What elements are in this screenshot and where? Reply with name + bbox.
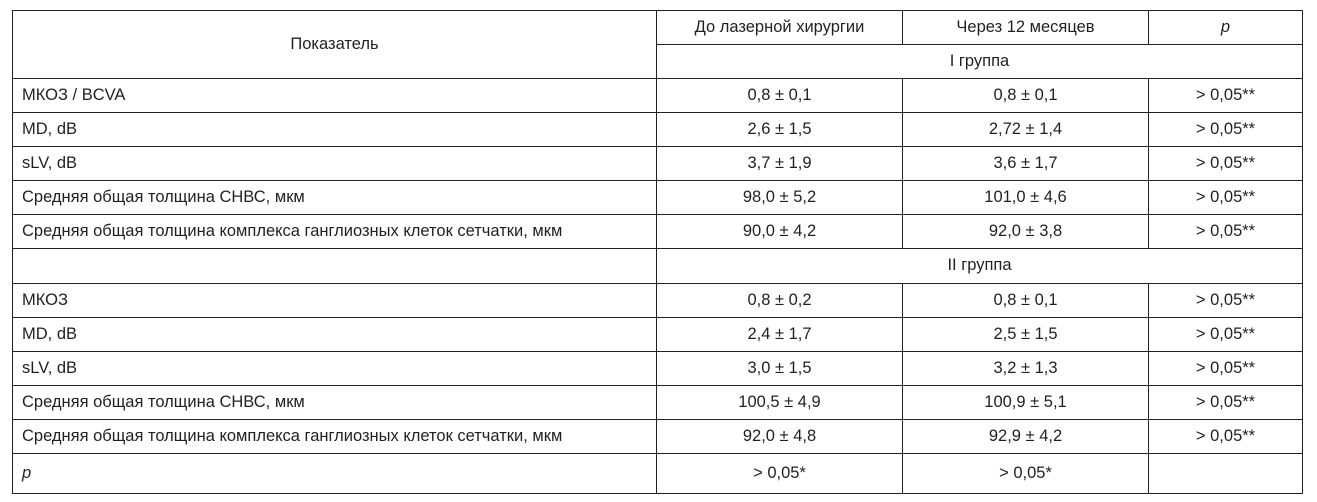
table-row (13, 283, 1303, 317)
table-body (13, 11, 1303, 494)
table-row (13, 147, 1303, 181)
table-row (13, 113, 1303, 147)
header-indicator: Показатель (13, 11, 657, 79)
row-p: > 0,05** (1149, 419, 1303, 453)
row-before: 2,4 ± 1,7 (657, 317, 903, 351)
row-after: 0,8 ± 0,1 (903, 79, 1149, 113)
footer-p (1149, 453, 1303, 493)
table-row (13, 419, 1303, 453)
row-before: 2,6 ± 1,5 (657, 113, 903, 147)
row-p: > 0,05** (1149, 181, 1303, 215)
row-name: sLV, dB (13, 147, 657, 181)
row-name: МКОЗ (13, 283, 657, 317)
header-before: До лазерной хирургии (657, 11, 903, 45)
row-p: > 0,05** (1149, 317, 1303, 351)
row-p: > 0,05** (1149, 283, 1303, 317)
row-after: 0,8 ± 0,1 (903, 283, 1149, 317)
row-before: 3,7 ± 1,9 (657, 147, 903, 181)
row-name: Средняя общая толщина комплекса ганглиозных клеток сетчатки, мкм (13, 419, 657, 453)
footer-label: p (13, 453, 657, 493)
row-before: 92,0 ± 4,8 (657, 419, 903, 453)
group-empty-cell (13, 249, 657, 283)
row-name: MD, dB (13, 113, 657, 147)
footer-before: > 0,05* (657, 453, 903, 493)
results-table (12, 10, 1303, 494)
row-name: МКОЗ / BCVA (13, 79, 657, 113)
row-before: 3,0 ± 1,5 (657, 351, 903, 385)
table-row (13, 181, 1303, 215)
row-before: 0,8 ± 0,1 (657, 79, 903, 113)
row-after: 2,5 ± 1,5 (903, 317, 1149, 351)
row-name: Средняя общая толщина СНВС, мкм (13, 181, 657, 215)
group-label: II группа (657, 249, 1303, 283)
row-name: Средняя общая толщина комплекса ганглиозных клеток сетчатки, мкм (13, 215, 657, 249)
table-row (13, 385, 1303, 419)
table-row (13, 317, 1303, 351)
row-after: 3,2 ± 1,3 (903, 351, 1149, 385)
row-after: 92,9 ± 4,2 (903, 419, 1149, 453)
row-after: 100,9 ± 5,1 (903, 385, 1149, 419)
row-before: 98,0 ± 5,2 (657, 181, 903, 215)
row-name: MD, dB (13, 317, 657, 351)
table-row (13, 215, 1303, 249)
row-p: > 0,05** (1149, 147, 1303, 181)
table-row (13, 351, 1303, 385)
row-name: Средняя общая толщина СНВС, мкм (13, 385, 657, 419)
group-label: I группа (657, 45, 1303, 79)
footer-after: > 0,05* (903, 453, 1149, 493)
row-p: > 0,05** (1149, 113, 1303, 147)
group-row (13, 249, 1303, 283)
row-after: 3,6 ± 1,7 (903, 147, 1149, 181)
row-before: 100,5 ± 4,9 (657, 385, 903, 419)
row-after: 2,72 ± 1,4 (903, 113, 1149, 147)
header-row (13, 11, 1303, 45)
row-name: sLV, dB (13, 351, 657, 385)
header-p: p (1149, 11, 1303, 45)
row-p: > 0,05** (1149, 215, 1303, 249)
row-before: 90,0 ± 4,2 (657, 215, 903, 249)
row-p: > 0,05** (1149, 351, 1303, 385)
row-p: > 0,05** (1149, 79, 1303, 113)
table-row (13, 79, 1303, 113)
row-after: 101,0 ± 4,6 (903, 181, 1149, 215)
footer-row (13, 453, 1303, 493)
row-after: 92,0 ± 3,8 (903, 215, 1149, 249)
row-before: 0,8 ± 0,2 (657, 283, 903, 317)
row-p: > 0,05** (1149, 385, 1303, 419)
header-after: Через 12 месяцев (903, 11, 1149, 45)
